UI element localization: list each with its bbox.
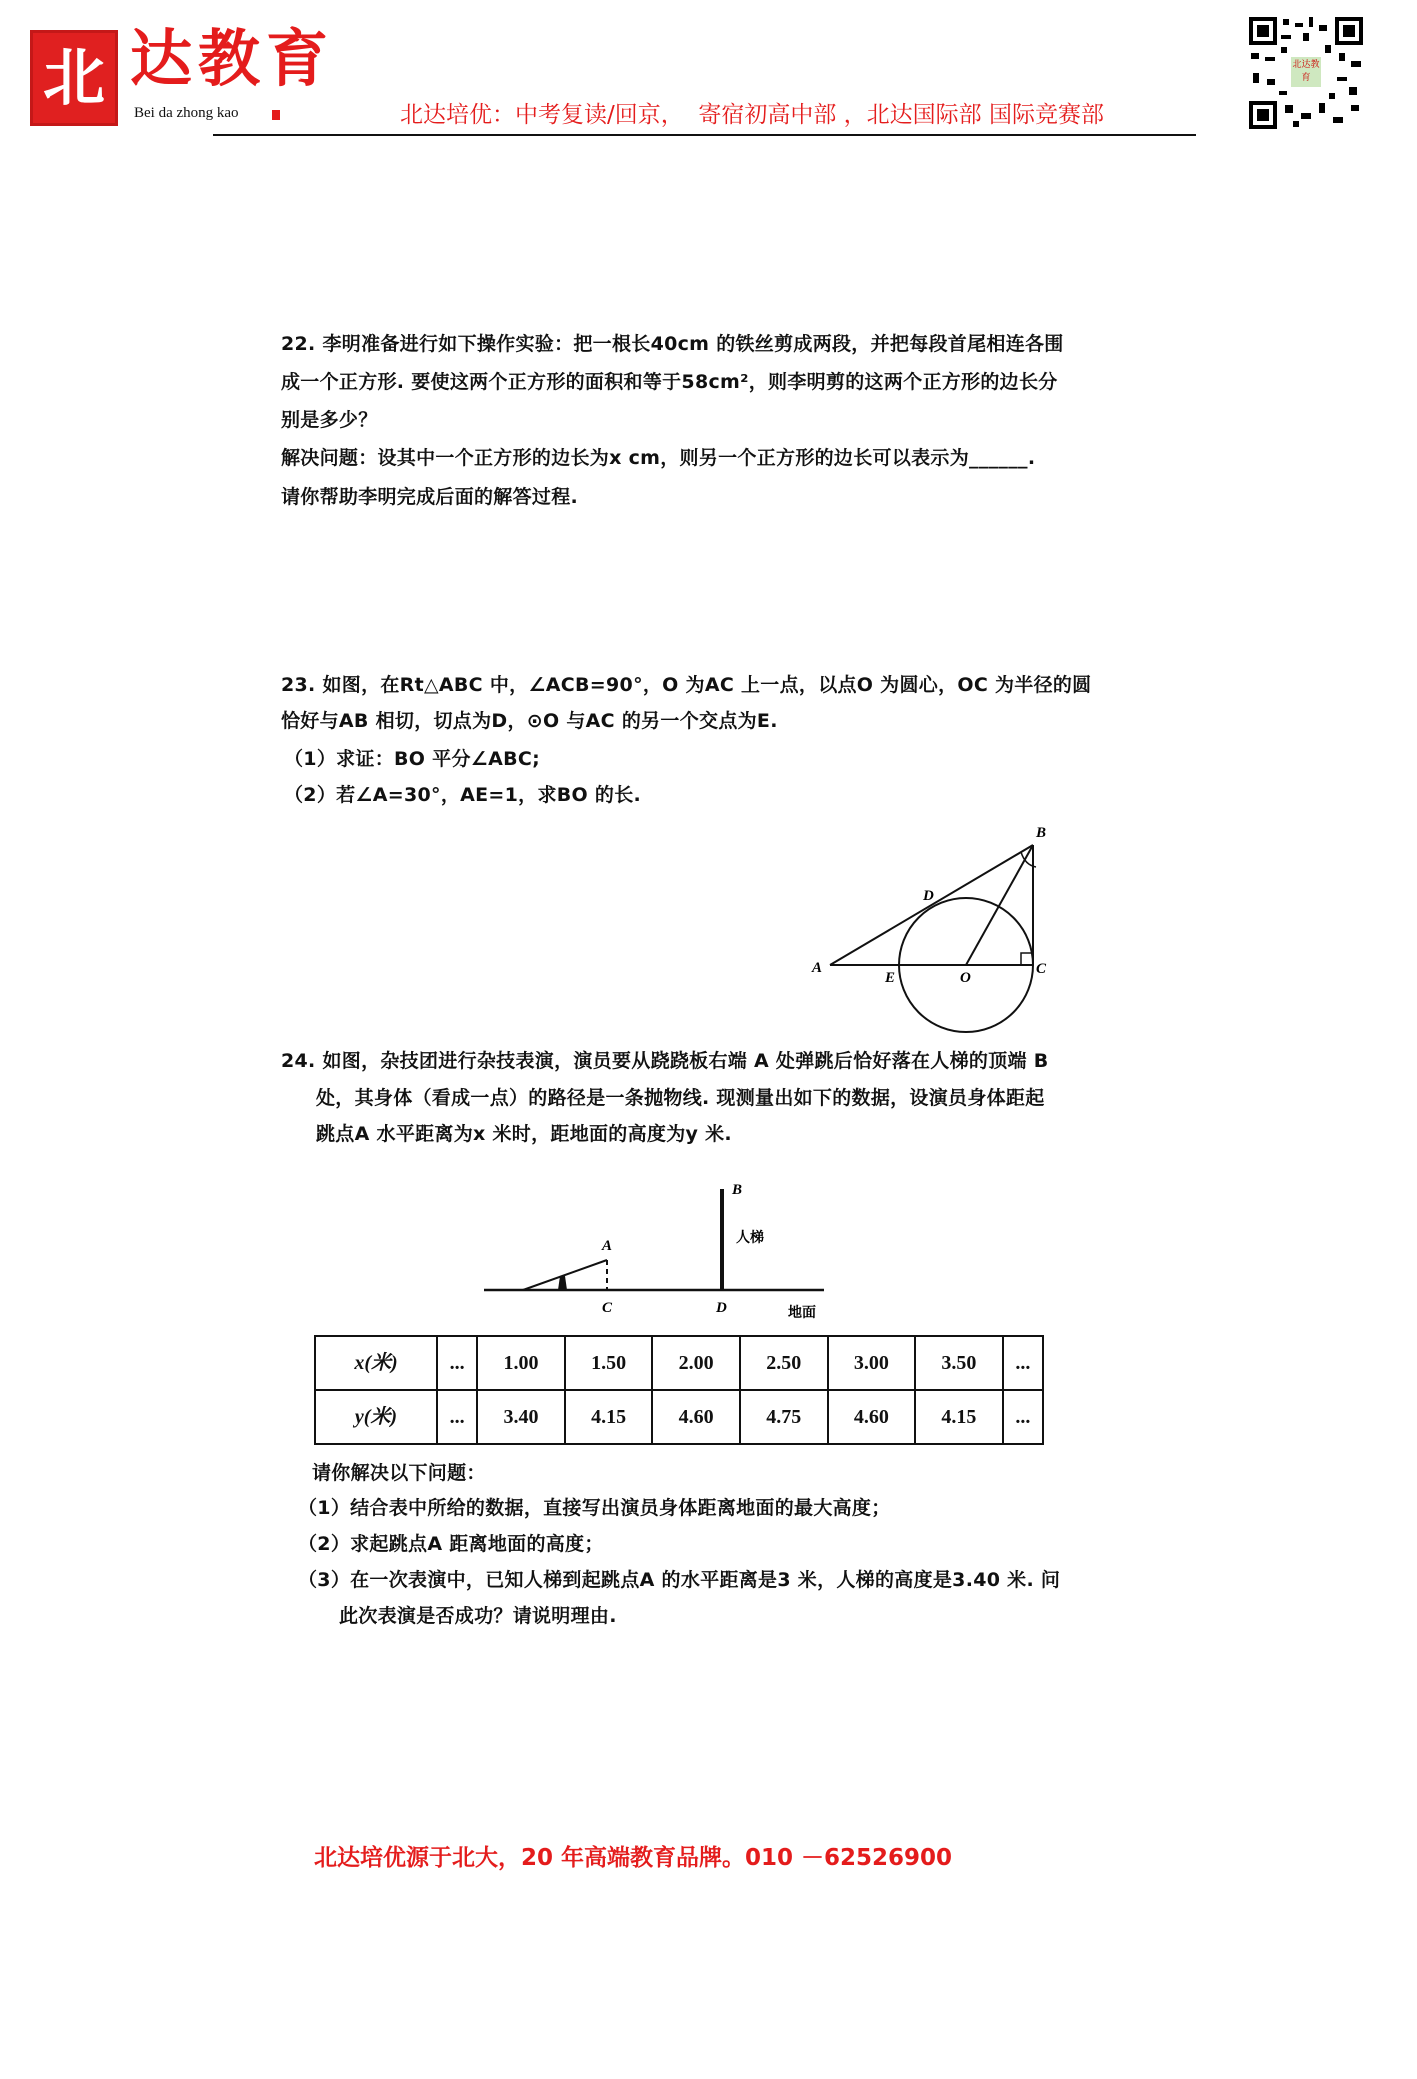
segment-ab xyxy=(830,845,1033,965)
q24-part2: （2）求起跳点A 距离地面的高度； xyxy=(298,1533,604,1555)
table-row xyxy=(315,1390,1043,1444)
label-c: C xyxy=(1036,961,1047,977)
q22-line: 解决问题：设其中一个正方形的边长为x cm，则另一个正方形的边长可以表示为______. xyxy=(281,447,1036,469)
right-angle-mark xyxy=(1021,953,1033,965)
q24-line: 24. 如图，杂技团进行杂技表演，演员要从跷跷板右端 A 处弹跳后恰好落在人梯的顶端 B xyxy=(281,1050,1049,1072)
table-cell: 4.15 xyxy=(565,1390,653,1444)
logo-name: 达教育 xyxy=(130,22,335,95)
table-header-y: y(米) xyxy=(315,1390,437,1444)
table-cell: ... xyxy=(437,1336,477,1390)
table-cell: ... xyxy=(1003,1390,1043,1444)
q23-figure xyxy=(800,815,1060,1037)
q24-prompt: 请你解决以下问题： xyxy=(312,1462,486,1484)
label-a: A xyxy=(602,1238,613,1254)
label-b: B xyxy=(1036,825,1047,841)
table-cell: 4.15 xyxy=(915,1390,1003,1444)
logo-mark xyxy=(30,30,118,126)
table-cell: 1.50 xyxy=(565,1336,653,1390)
ground-label: 地面 xyxy=(788,1305,816,1320)
table-row xyxy=(315,1336,1043,1390)
table-cell: 4.60 xyxy=(652,1390,740,1444)
q22-line: 请你帮助李明完成后面的解答过程. xyxy=(281,486,579,508)
header-divider xyxy=(213,134,1196,136)
ladder-label: 人梯 xyxy=(736,1230,764,1246)
logo-dot xyxy=(272,110,280,120)
table-cell: 4.75 xyxy=(740,1390,828,1444)
table-cell: 3.00 xyxy=(828,1336,916,1390)
fulcrum xyxy=(558,1276,567,1290)
data-table xyxy=(314,1335,1044,1445)
label-a: A xyxy=(812,960,823,976)
label-c: C xyxy=(602,1300,613,1316)
segment-bo xyxy=(966,845,1033,965)
q22-line: 成一个正方形. 要使这两个正方形的面积和等于58cm²，则李明剪的这两个正方形的边长分 xyxy=(281,371,1058,393)
q24-part1: （1）结合表中所给的数据，直接写出演员身体距离地面的最大高度； xyxy=(298,1497,891,1519)
table-cell: 2.00 xyxy=(652,1336,740,1390)
table-cell: 2.50 xyxy=(740,1336,828,1390)
q23-part2: （2）若∠A=30°，AE=1，求BO 的长. xyxy=(284,784,642,806)
label-b: B xyxy=(732,1182,743,1198)
q24-part3: （3）在一次表演中，已知人梯到起跳点A 的水平距离是3 米，人梯的高度是3.40 米. 问 xyxy=(298,1569,1061,1591)
label-e: E xyxy=(885,970,896,986)
label-d: D xyxy=(716,1300,727,1316)
table-header-x: x(米) xyxy=(315,1336,437,1390)
q24-line: 处，其身体（看成一点）的路径是一条抛物线. 现测量出如下的数据，设演员身体距起 xyxy=(316,1087,1045,1109)
table-cell: 1.00 xyxy=(477,1336,565,1390)
footer-slogan: 北达培优源于北大，20 年高端教育品牌。010 －62526900 xyxy=(314,1845,953,1871)
table-cell: 4.60 xyxy=(828,1390,916,1444)
qr-label: 北达教育 xyxy=(1291,57,1321,87)
table-cell: 3.40 xyxy=(477,1390,565,1444)
q23-line: 23. 如图，在Rt△ABC 中，∠ACB=90°，O 为AC 上一点，以点O 为圆心，OC 为半径的圆 xyxy=(281,674,1092,696)
table-cell: 3.50 xyxy=(915,1336,1003,1390)
q24-figure xyxy=(470,1170,850,1320)
q23-line: 恰好与AB 相切，切点为D，⊙O 与AC 的另一个交点为E. xyxy=(281,710,778,732)
table-cell: ... xyxy=(1003,1336,1043,1390)
q23-part1: （1）求证：BO 平分∠ABC; xyxy=(284,748,541,770)
header-slogan: 北达培优：中考复读/回京， 寄宿初高中部 ，北达国际部 国际竞赛部 xyxy=(400,102,1104,128)
q24-part3-cont: 此次表演是否成功？请说明理由. xyxy=(339,1605,617,1627)
q22-line: 22. 李明准备进行如下操作实验：把一根长40cm 的铁丝剪成两段，并把每段首尾相连各围 xyxy=(281,333,1064,355)
label-d: D xyxy=(923,888,934,904)
label-o: O xyxy=(960,970,971,986)
logo-char: 北 xyxy=(42,41,105,114)
table-cell: ... xyxy=(437,1390,477,1444)
q24-line: 跳点A 水平距离为x 米时，距地面的高度为y 米. xyxy=(316,1123,732,1145)
logo-subtitle: Bei da zhong kao xyxy=(134,105,239,121)
q22-line: 别是多少？ xyxy=(281,409,378,431)
